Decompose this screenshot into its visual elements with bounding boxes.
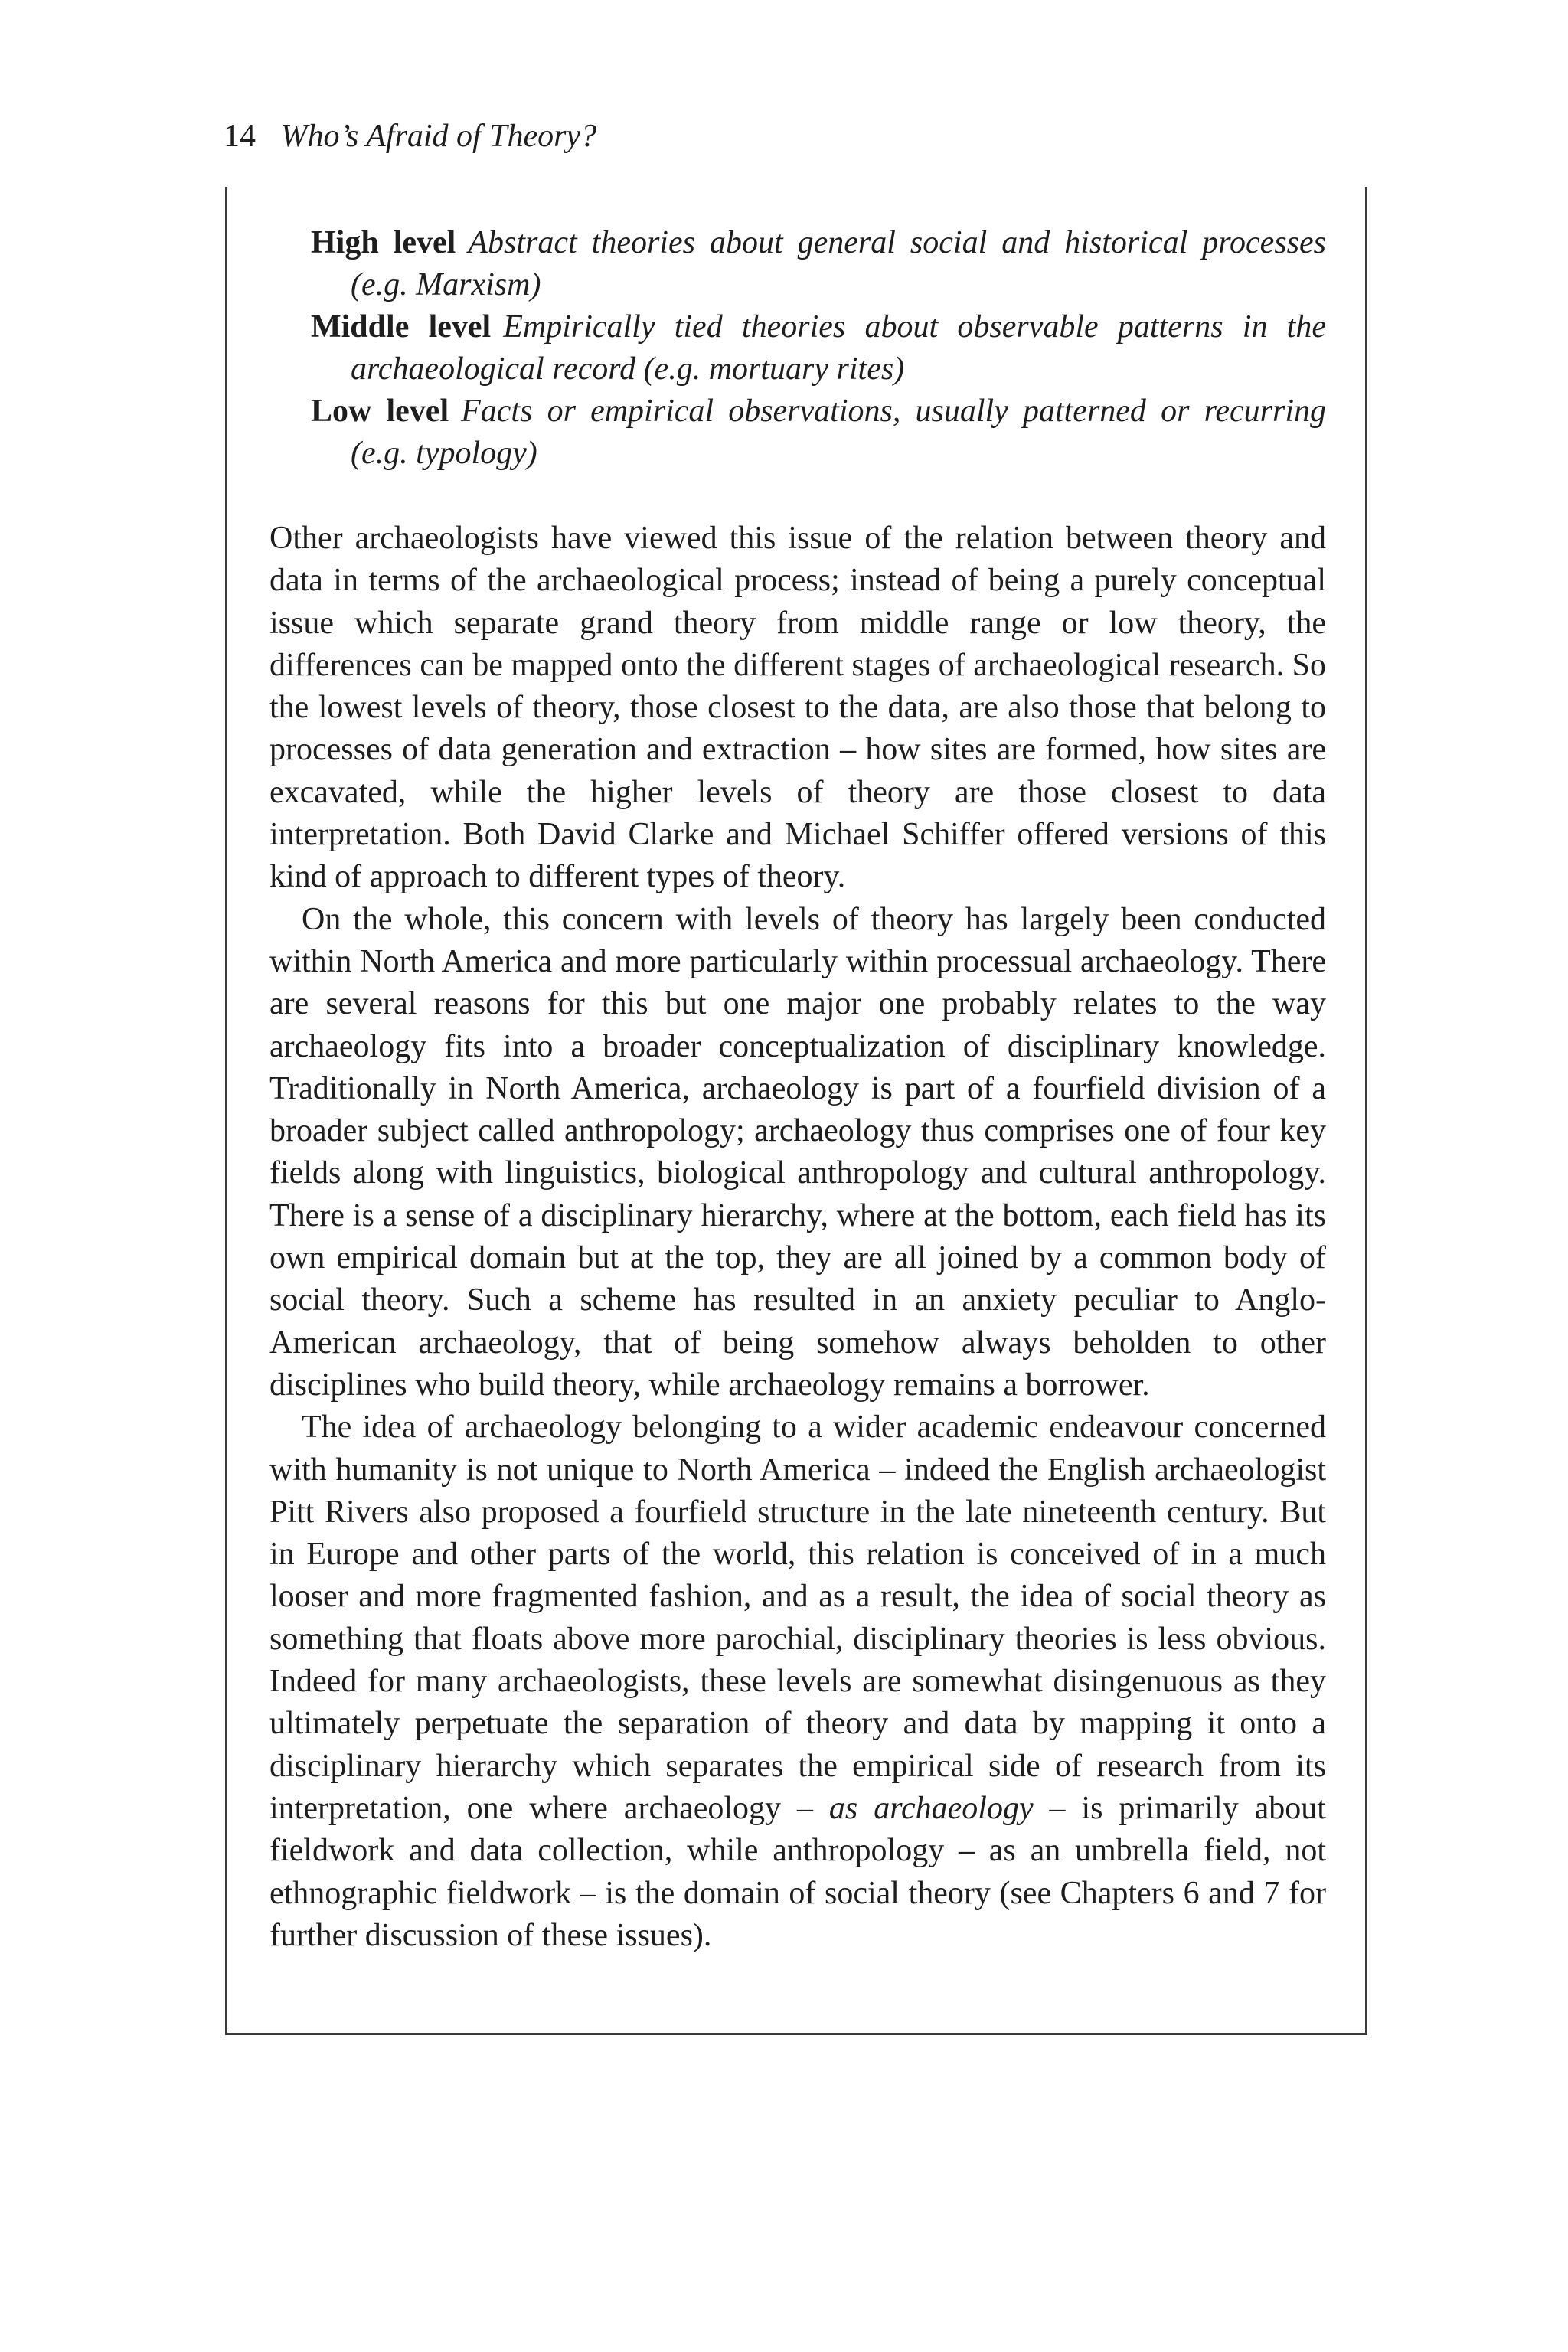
level-definition: Facts or empirical observations, usually patterned or recurring (e.g. typology) — [351, 394, 1327, 471]
paragraph-3-text: The idea of archaeology belonging to a wider academic endeavour concerned with humanity is not unique to North America – indeed the English archaeologist Pitt Rivers also proposed a fourfield structure in the late nineteenth century. But in Europe and other parts of the world, this relation is conceived of in a much looser and more fragmented fashion, and as a result, the idea of social theory as something that floats above more parochial, disciplinary theories is less obvious. Indeed for many archaeologists, these levels are somewhat disingenuous as they ultimately perpetuate the separation of theory and data by mapping it onto a disciplinary hierarchy which separates the empirical side of research from its interpretation, one where archaeology – — [270, 1410, 1326, 1826]
level-definition: Abstract theories about general social and historical processes (e.g. Marxism) — [351, 225, 1326, 302]
level-middle — [311, 306, 1326, 390]
level-term: Middle level — [311, 309, 492, 345]
paragraph-3-emphasis: as archaeology — [828, 1790, 1034, 1826]
level-term: High level — [311, 225, 456, 260]
level-term: Low level — [311, 394, 449, 429]
paragraph-2: On the whole, this concern with levels of theory has largely been conducted within North America and more particularly within processual archaeology. There are several reasons for this but one major one probably relates to the way archaeology fits into a broader conceptualization of disciplinary knowledge. Traditionally in North America, archaeology is part of a fourfield division of a broader subject called anthropology; archaeology thus comprises one of four key fields along with linguistics, biological anthropology and cultural anthropology. There is a sense of a disciplinary hierarchy, where at the bottom, each field has its own empirical domain but at the top, they are all joined by a common body of social theory. Such a scheme has resulted in an anxiety peculiar to Anglo-American archaeology, that of being somehow always beholden to other disciplines who build theory, while archaeology remains a borrower. — [270, 901, 1326, 1403]
level-low — [311, 390, 1326, 475]
paragraph-3 — [270, 1406, 1326, 1957]
paragraph-1: Other archaeologists have viewed this issue of the relation between theory and data in terms of the archaeological process; instead of being a purely conceptual issue which separate grand theory from middle range or low theory, the differences can be mapped onto the different stages of archaeological research. So the lowest levels of theory, those closest to the data, are also those that belong to processes of data generation and extraction – how sites are formed, how sites are excavated, while the higher levels of theory are those closest to data interpretation. Both David Clarke and Michael Schiffer offered versions of this kind of approach to different types of theory. — [270, 521, 1326, 895]
paragraph-3-text-end: – is primarily about fieldwork and data collection, while anthropology – as an umbrella field, not ethnographic fieldwork – is the domain of social theory (see Chapters 6 and 7 for further discussion of these issues). — [270, 1790, 1326, 1953]
level-high — [311, 222, 1326, 306]
page-number: 14 — [224, 119, 256, 154]
theory-levels-list — [311, 222, 1326, 475]
running-title: Who’s Afraid of Theory? — [280, 119, 597, 154]
running-head — [224, 115, 596, 158]
level-definition: Empirically tied theories about observable patterns in the archaeological record (e.g. mortuary rites) — [351, 309, 1326, 387]
box-body-text — [270, 518, 1326, 1957]
